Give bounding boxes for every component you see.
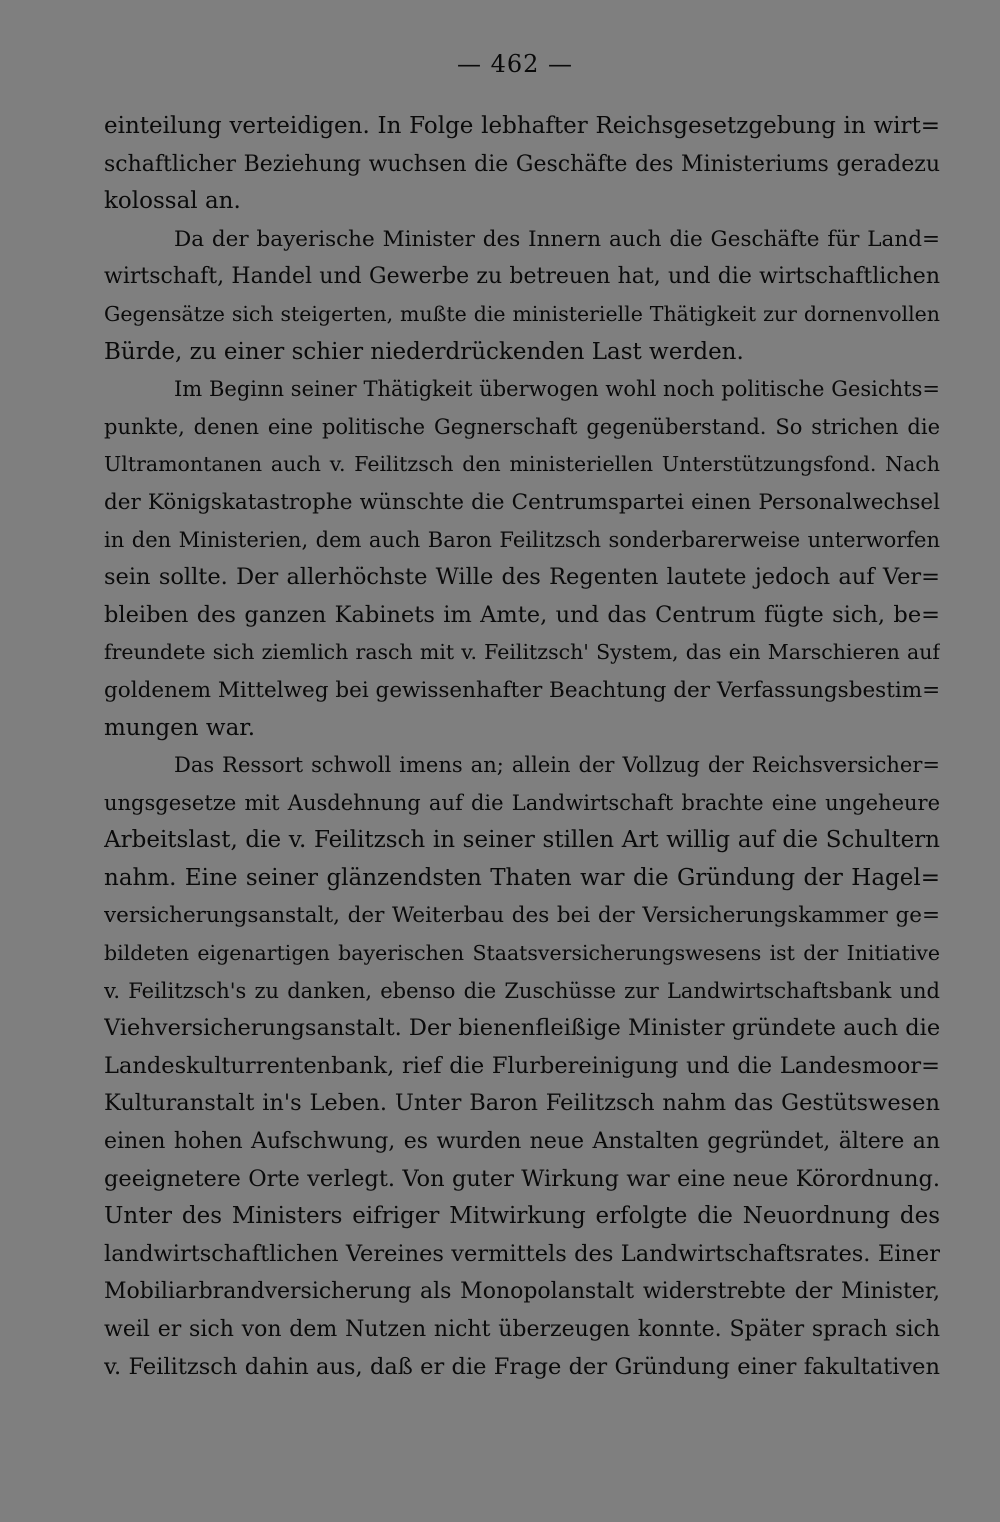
text-line: freundete sich ziemlich rasch mit v. Feilitzsch' System, das ein Marschieren auf: [104, 640, 940, 665]
text-line: der Königskatastrophe wünschte die Centrumspartei einen Personalwechsel: [104, 489, 940, 515]
text-line: bleiben des ganzen Kabinets im Amte, und das Centrum fügte sich, be=: [104, 601, 940, 628]
text-line: Ultramontanen auch v. Feilitzsch den ministeriellen Unterstützungsfond. Nach: [104, 452, 940, 477]
text-line: sein sollte. Der allerhöchste Wille des Regenten lautete jedoch auf Ver=: [104, 564, 940, 591]
text-line: Landeskulturrentenbank, rief die Flurbereinigung und die Landesmoor=: [104, 1052, 940, 1079]
text-line: Arbeitslast, die v. Feilitzsch in seiner stillen Art willig auf die Schultern: [104, 827, 940, 854]
text-line: wirtschaft, Handel und Gewerbe zu betreuen hat, und die wirtschaftlichen: [104, 264, 940, 290]
text-line: Unter des Ministers eifriger Mitwirkung erfolgte die Neuordnung des: [104, 1203, 940, 1230]
text-line: Bürde, zu einer schier niederdrückenden Last werden.: [104, 338, 744, 365]
text-line: weil er sich von dem Nutzen nicht überzeugen konnte. Später sprach sich: [104, 1317, 940, 1342]
text-line: landwirtschaftlichen Vereines vermittels des Landwirtschaftsrates. Einer: [104, 1240, 940, 1267]
text-line: in den Ministerien, dem auch Baron Feilitzsch sonderbarerweise unterworfen: [104, 527, 940, 552]
text-line: einteilung verteidigen. In Folge lebhafter Reichsgesetzgebung in wirt=: [104, 113, 940, 139]
text-line: bildeten eigenartigen bayerischen Staatsversicherungswesens ist der Initiative: [104, 941, 940, 966]
paragraph-first-line: Im Beginn seiner Thätigkeit überwogen wohl noch politische Gesichts=: [174, 377, 940, 402]
text-line: Mobiliarbrandversicherung als Monopolanstalt widerstrebte der Minister,: [104, 1279, 940, 1305]
text-line: punkte, denen eine politische Gegnerschaft gegenüberstand. So strichen die: [104, 414, 940, 439]
text-line: Kulturanstalt in's Leben. Unter Baron Feilitzsch nahm das Gestütswesen: [104, 1090, 940, 1117]
text-line: nahm. Eine seiner glänzendsten Thaten war die Gründung der Hagel=: [104, 864, 940, 891]
text-line: kolossal an.: [104, 188, 241, 215]
text-line: versicherungsanstalt, der Weiterbau des bei der Versicherungskammer ge=: [104, 903, 940, 929]
body-text: [104, 108, 940, 1386]
text-line: v. Feilitzsch's zu danken, ebenso die Zuschüsse zur Landwirtschaftsbank und: [104, 978, 940, 1003]
text-line: schaftlicher Beziehung wuchsen die Geschäfte des Ministeriums geradezu: [104, 151, 940, 177]
text-line: einen hohen Aufschwung, es wurden neue Anstalten gegründet, ältere an: [104, 1129, 940, 1155]
text-line: Viehversicherungsanstalt. Der bienenfleißige Minister gründete auch die: [104, 1015, 940, 1042]
text-line: goldenem Mittelweg bei gewissenhafter Beachtung der Verfassungsbestim=: [104, 677, 940, 703]
text-line: v. Feilitzsch dahin aus, daß er die Frage der Gründung einer fakultativen: [104, 1353, 940, 1380]
paragraph-first-line: Da der bayerische Minister des Innern auch die Geschäfte für Land=: [174, 226, 940, 252]
text-line: geeignetere Orte verlegt. Von guter Wirkung war eine neue Körordnung.: [104, 1165, 940, 1192]
text-line: ungsgesetze mit Ausdehnung auf die Landwirtschaft brachte eine ungeheure: [104, 790, 940, 815]
paragraph-first-line: Das Ressort schwoll imens an; allein der Vollzug der Reichsversicher=: [174, 753, 940, 778]
text-line: mungen war.: [104, 714, 256, 741]
text-line: Gegensätze sich steigerten, mußte die ministerielle Thätigkeit zur dornenvollen: [104, 301, 940, 326]
page-number: — 462 —: [456, 50, 574, 78]
